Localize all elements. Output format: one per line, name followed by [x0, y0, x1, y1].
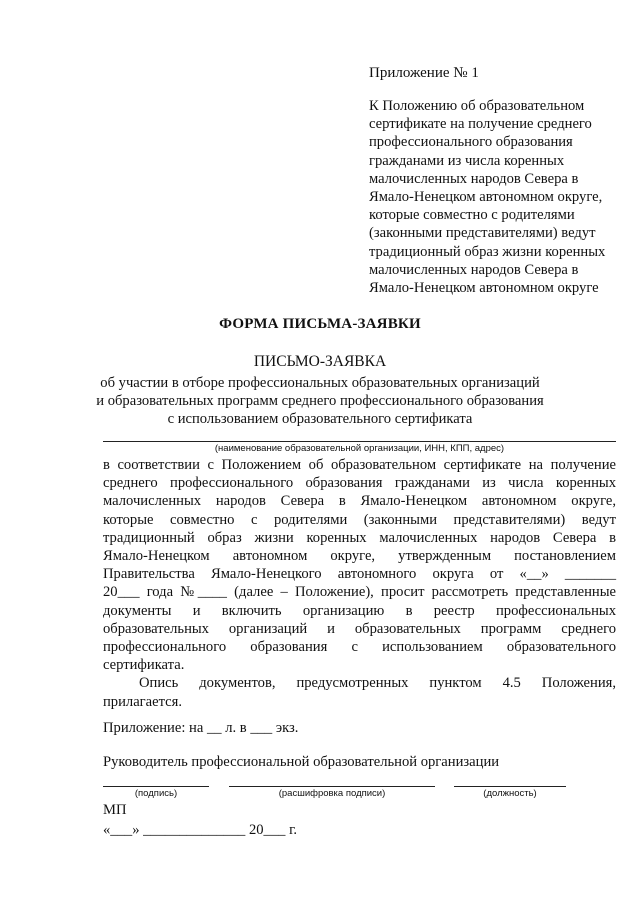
signature-caption: (подпись)	[134, 788, 178, 799]
inventory-line: Опись документов, предусмотренных пунктом 4.5 Положения,	[139, 675, 616, 692]
date-line: «___» ______________ 20___ г.	[103, 822, 298, 838]
body-line: малочисленных народов Севера в Ямало-Ненецком автономном округе,	[103, 493, 616, 510]
organization-caption: (наименование образовательной организации, ИНН, КПП, адрес)	[214, 443, 505, 454]
head-of-organization: Руководитель профессиональной образовательной организации	[103, 754, 500, 770]
body-line: профессионального образования с использованием образовательного	[103, 639, 616, 656]
appendix-reference-line: сертификате на получение среднего	[369, 116, 592, 133]
letter-title: ПИСЬМО-ЗАЯВКА	[253, 353, 387, 370]
letter-subtitle-line: об участии в отборе профессиональных образовательных организаций	[100, 375, 540, 391]
appendix-reference-line: Ямало-Ненецком автономном округе	[369, 280, 599, 297]
appendix-reference	[369, 97, 631, 297]
seal-place: МП	[103, 802, 127, 818]
letter-body	[103, 456, 616, 711]
inventory-line: прилагается.	[103, 693, 183, 710]
body-line: которые совместно с родителями (законными представителями) ведут	[103, 511, 616, 528]
appendix-reference-line: традиционный образ жизни коренных	[369, 243, 606, 260]
appendix-reference-line: профессионального образования	[369, 134, 573, 151]
appendix-reference-line: Ямало-Ненецком автономном округе,	[369, 189, 603, 206]
body-line: в соответствии с Положением об образовательном сертификате на получение	[103, 457, 616, 473]
body-line: 20___ года №____ (далее – Положение), просит рассмотреть представленные	[103, 584, 616, 601]
position-caption: (должность)	[483, 788, 537, 799]
body-line: образовательных организаций и образовательных программ среднего	[103, 620, 616, 637]
body-line: традиционный образ жизни коренных малочисленных народов Севера в	[103, 529, 616, 546]
position-fill-line	[454, 786, 566, 787]
appendix-reference-line: К Положению об образовательном	[369, 98, 585, 114]
letter-subtitle	[0, 374, 640, 428]
appendix-number: Приложение № 1	[369, 65, 479, 81]
appendix-reference-line: гражданами из числа коренных	[369, 152, 565, 169]
appendix-reference-line: которые совместно с родителями	[369, 207, 575, 224]
appendix-reference-line: малочисленных народов Севера в	[369, 170, 579, 187]
attachment-line: Приложение: на __ л. в ___ экз.	[103, 720, 299, 736]
body-line: среднего профессионального образования гражданами из числа коренных	[103, 475, 616, 492]
body-line: документы и включить организацию в реестр профессиональных	[103, 602, 616, 619]
letter-subtitle-line: и образовательных программ среднего профессионального образования	[96, 393, 544, 409]
body-line: сертификата.	[103, 657, 185, 674]
decoding-fill-line	[229, 786, 435, 787]
body-line: Правительства Ямало-Ненецкого автономного округа от «__» _______	[103, 566, 616, 583]
letter-subtitle-line: с использованием образовательного сертификата	[167, 411, 473, 427]
decoding-caption: (расшифровка подписи)	[278, 788, 386, 799]
organization-fill-line	[103, 441, 616, 442]
signature-fill-line	[103, 786, 209, 787]
appendix-reference-line: малочисленных народов Севера в	[369, 261, 579, 278]
form-title: ФОРМА ПИСЬМА-ЗАЯВКИ	[219, 316, 421, 332]
body-line: Ямало-Ненецком автономном округе, утвержденным постановлением	[103, 548, 616, 565]
appendix-reference-line: (законными представителями) ведут	[369, 225, 596, 242]
